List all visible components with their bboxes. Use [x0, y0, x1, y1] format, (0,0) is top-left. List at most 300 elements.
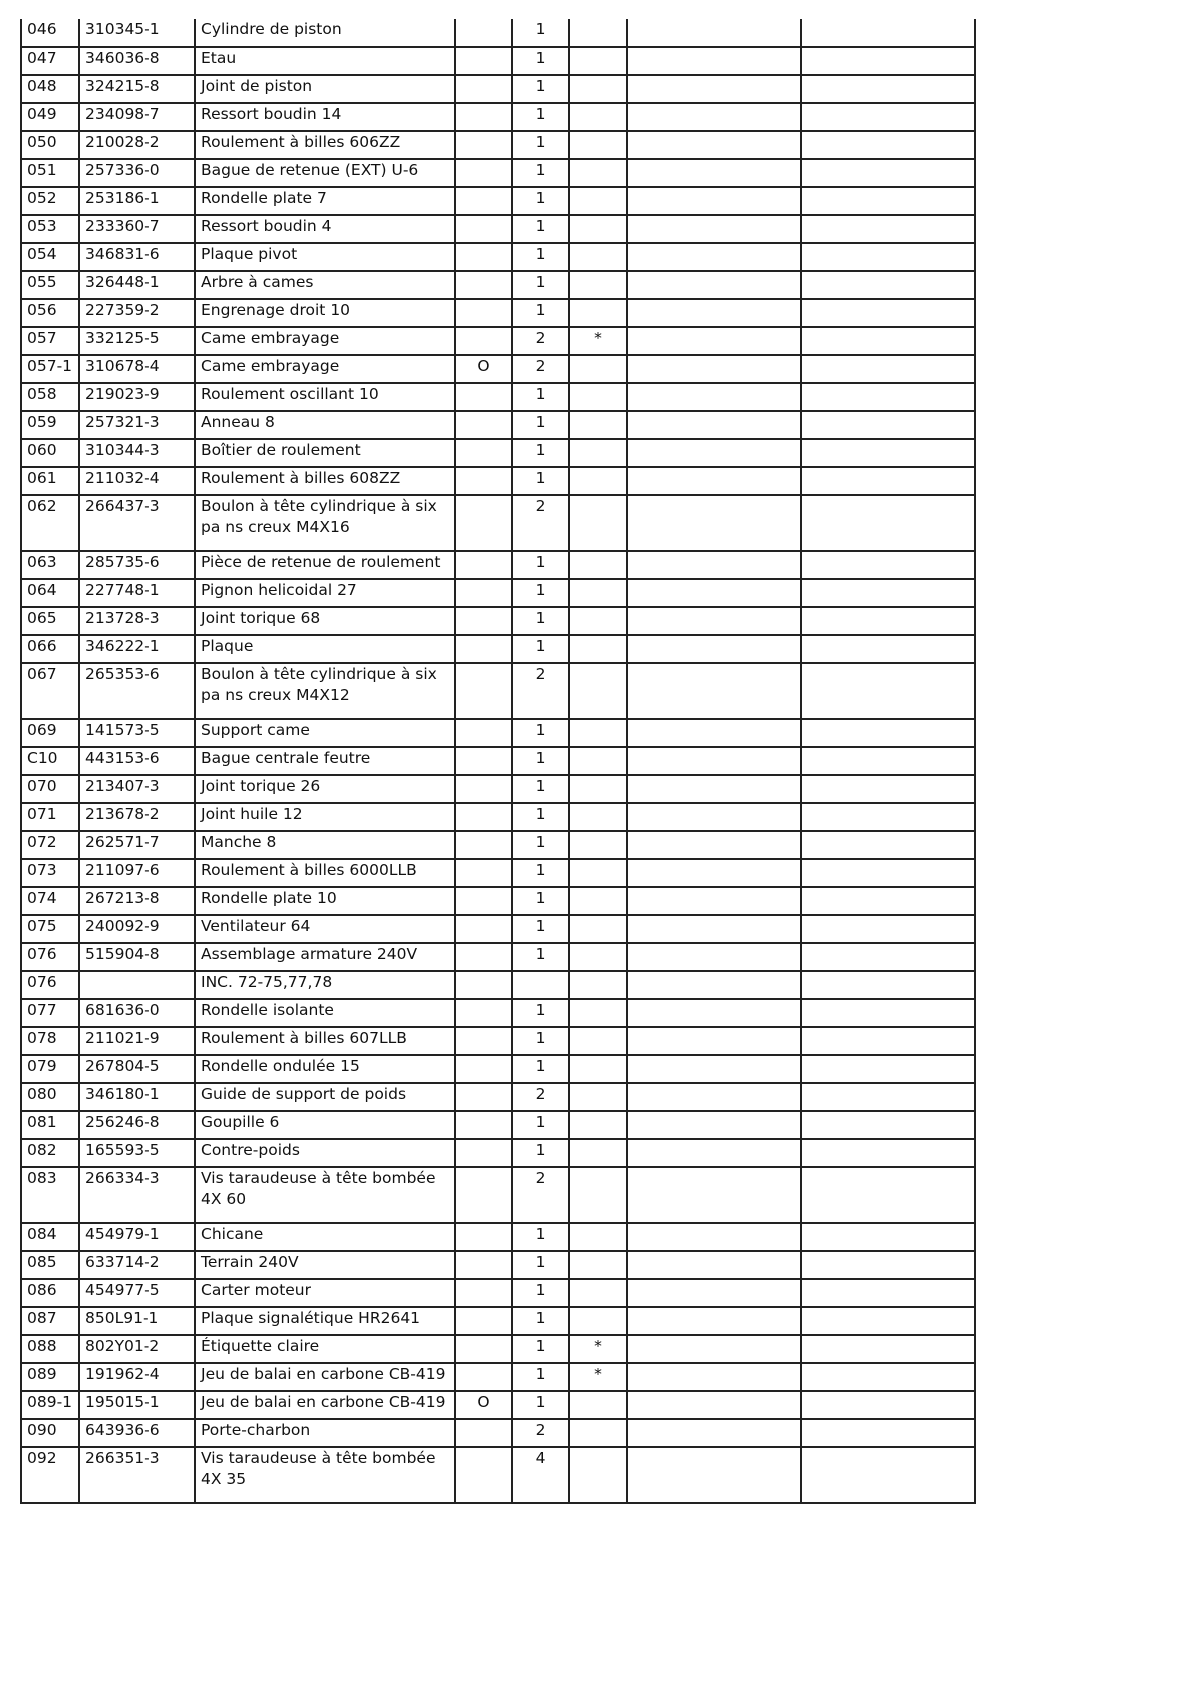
quantity-cell: 4	[512, 1447, 569, 1503]
quantity-cell: 1	[512, 635, 569, 663]
table-row	[21, 467, 975, 495]
empty-cell	[801, 915, 975, 943]
option-cell	[455, 635, 512, 663]
quantity-cell: 1	[512, 1363, 569, 1391]
empty-cell	[801, 831, 975, 859]
item-number-cell: 075	[21, 915, 79, 943]
part-number-cell: 213407-3	[79, 775, 195, 803]
quantity-cell: 1	[512, 187, 569, 215]
quantity-cell: 1	[512, 579, 569, 607]
option-cell	[455, 775, 512, 803]
part-number-cell: 256246-8	[79, 1111, 195, 1139]
empty-cell	[627, 1391, 801, 1419]
empty-cell	[627, 1251, 801, 1279]
part-number-cell: 443153-6	[79, 747, 195, 775]
table-row	[21, 607, 975, 635]
item-number-cell: 089	[21, 1363, 79, 1391]
item-number-cell: 087	[21, 1307, 79, 1335]
quantity-cell: 2	[512, 1419, 569, 1447]
empty-cell	[627, 75, 801, 103]
option-cell: O	[455, 355, 512, 383]
empty-cell	[627, 859, 801, 887]
description-cell: Vis taraudeuse à tête bombée 4X 60	[195, 1167, 455, 1223]
option-cell	[455, 299, 512, 327]
option-cell	[455, 1167, 512, 1223]
part-number-cell: 310345-1	[79, 19, 195, 47]
empty-cell	[627, 131, 801, 159]
part-number-cell: 681636-0	[79, 999, 195, 1027]
note-cell	[569, 355, 627, 383]
empty-cell	[801, 1307, 975, 1335]
item-number-cell: 077	[21, 999, 79, 1027]
note-cell	[569, 1447, 627, 1503]
empty-cell	[627, 579, 801, 607]
quantity-cell: 2	[512, 495, 569, 551]
note-cell	[569, 271, 627, 299]
table-row	[21, 859, 975, 887]
table-row	[21, 999, 975, 1027]
empty-cell	[627, 271, 801, 299]
empty-cell	[627, 411, 801, 439]
option-cell	[455, 103, 512, 131]
note-cell	[569, 943, 627, 971]
note-cell: *	[569, 1335, 627, 1363]
quantity-cell: 2	[512, 1167, 569, 1223]
part-number-cell: 213728-3	[79, 607, 195, 635]
item-number-cell: 078	[21, 1027, 79, 1055]
description-cell: Manche 8	[195, 831, 455, 859]
quantity-cell: 1	[512, 19, 569, 47]
quantity-cell: 1	[512, 803, 569, 831]
empty-cell	[801, 299, 975, 327]
empty-cell	[627, 1055, 801, 1083]
option-cell	[455, 1083, 512, 1111]
description-cell: Anneau 8	[195, 411, 455, 439]
item-number-cell: 072	[21, 831, 79, 859]
empty-cell	[627, 915, 801, 943]
part-number-cell: 211097-6	[79, 859, 195, 887]
empty-cell	[801, 635, 975, 663]
note-cell	[569, 75, 627, 103]
empty-cell	[801, 355, 975, 383]
part-number-cell: 210028-2	[79, 131, 195, 159]
description-cell: Terrain 240V	[195, 1251, 455, 1279]
option-cell: O	[455, 1391, 512, 1419]
option-cell	[455, 551, 512, 579]
note-cell	[569, 103, 627, 131]
option-cell	[455, 467, 512, 495]
note-cell	[569, 887, 627, 915]
quantity-cell: 1	[512, 75, 569, 103]
empty-cell	[627, 635, 801, 663]
quantity-cell: 1	[512, 719, 569, 747]
quantity-cell: 1	[512, 411, 569, 439]
table-row	[21, 327, 975, 355]
option-cell	[455, 439, 512, 467]
part-number-cell: 240092-9	[79, 915, 195, 943]
empty-cell	[801, 887, 975, 915]
empty-cell	[627, 803, 801, 831]
table-row	[21, 635, 975, 663]
empty-cell	[627, 1335, 801, 1363]
table-row	[21, 943, 975, 971]
quantity-cell: 1	[512, 943, 569, 971]
empty-cell	[801, 971, 975, 999]
item-number-cell: 080	[21, 1083, 79, 1111]
note-cell	[569, 19, 627, 47]
empty-cell	[801, 943, 975, 971]
item-number-cell: 058	[21, 383, 79, 411]
option-cell	[455, 719, 512, 747]
description-cell: Rondelle ondulée 15	[195, 1055, 455, 1083]
empty-cell	[801, 1279, 975, 1307]
empty-cell	[627, 1307, 801, 1335]
quantity-cell: 1	[512, 243, 569, 271]
empty-cell	[801, 579, 975, 607]
part-number-cell: 266351-3	[79, 1447, 195, 1503]
empty-cell	[801, 187, 975, 215]
empty-cell	[627, 663, 801, 719]
option-cell	[455, 1447, 512, 1503]
description-cell: Plaque signalétique HR2641	[195, 1307, 455, 1335]
quantity-cell: 1	[512, 1223, 569, 1251]
quantity-cell: 1	[512, 1139, 569, 1167]
option-cell	[455, 1307, 512, 1335]
part-number-cell: 267804-5	[79, 1055, 195, 1083]
table-row	[21, 1251, 975, 1279]
empty-cell	[801, 1111, 975, 1139]
quantity-cell: 2	[512, 663, 569, 719]
table-row	[21, 1223, 975, 1251]
empty-cell	[627, 1027, 801, 1055]
description-cell: Joint huile 12	[195, 803, 455, 831]
quantity-cell: 1	[512, 859, 569, 887]
quantity-cell: 1	[512, 775, 569, 803]
empty-cell	[627, 1139, 801, 1167]
part-number-cell: 285735-6	[79, 551, 195, 579]
table-row	[21, 47, 975, 75]
table-row	[21, 551, 975, 579]
part-number-cell: 454977-5	[79, 1279, 195, 1307]
option-cell	[455, 187, 512, 215]
empty-cell	[801, 1139, 975, 1167]
option-cell	[455, 1139, 512, 1167]
description-cell: Joint torique 68	[195, 607, 455, 635]
item-number-cell: 053	[21, 215, 79, 243]
quantity-cell: 1	[512, 439, 569, 467]
option-cell	[455, 1363, 512, 1391]
quantity-cell: 2	[512, 327, 569, 355]
quantity-cell: 1	[512, 999, 569, 1027]
empty-cell	[627, 719, 801, 747]
part-number-cell: 515904-8	[79, 943, 195, 971]
empty-cell	[801, 495, 975, 551]
quantity-cell: 1	[512, 1307, 569, 1335]
table-row	[21, 775, 975, 803]
item-number-cell: 057-1	[21, 355, 79, 383]
quantity-cell: 1	[512, 1251, 569, 1279]
quantity-cell: 1	[512, 47, 569, 75]
empty-cell	[627, 943, 801, 971]
description-cell: Came embrayage	[195, 327, 455, 355]
description-cell: Bague de retenue (EXT) U-6	[195, 159, 455, 187]
item-number-cell: 052	[21, 187, 79, 215]
description-cell: Jeu de balai en carbone CB-419	[195, 1363, 455, 1391]
description-cell: Roulement à billes 606ZZ	[195, 131, 455, 159]
table-row	[21, 75, 975, 103]
option-cell	[455, 159, 512, 187]
note-cell	[569, 775, 627, 803]
item-number-cell: C10	[21, 747, 79, 775]
description-cell: Plaque	[195, 635, 455, 663]
option-cell	[455, 495, 512, 551]
quantity-cell: 1	[512, 831, 569, 859]
description-cell: Etau	[195, 47, 455, 75]
part-number-cell: 195015-1	[79, 1391, 195, 1419]
item-number-cell: 084	[21, 1223, 79, 1251]
description-cell: Chicane	[195, 1223, 455, 1251]
description-cell: Pièce de retenue de roulement	[195, 551, 455, 579]
part-number-cell: 227359-2	[79, 299, 195, 327]
note-cell	[569, 1167, 627, 1223]
table-row	[21, 159, 975, 187]
item-number-cell: 047	[21, 47, 79, 75]
option-cell	[455, 747, 512, 775]
item-number-cell: 076	[21, 971, 79, 999]
part-number-cell: 346180-1	[79, 1083, 195, 1111]
part-number-cell: 326448-1	[79, 271, 195, 299]
item-number-cell: 092	[21, 1447, 79, 1503]
table-row	[21, 1447, 975, 1503]
option-cell	[455, 1279, 512, 1307]
table-row	[21, 887, 975, 915]
empty-cell	[801, 1391, 975, 1419]
table-row	[21, 1027, 975, 1055]
note-cell	[569, 1111, 627, 1139]
note-cell	[569, 1391, 627, 1419]
quantity-cell: 1	[512, 551, 569, 579]
part-number-cell: 850L91-1	[79, 1307, 195, 1335]
option-cell	[455, 215, 512, 243]
part-number-cell: 262571-7	[79, 831, 195, 859]
option-cell	[455, 47, 512, 75]
option-cell	[455, 1335, 512, 1363]
item-number-cell: 089-1	[21, 1391, 79, 1419]
option-cell	[455, 915, 512, 943]
table-row	[21, 271, 975, 299]
empty-cell	[627, 103, 801, 131]
description-cell: Ventilateur 64	[195, 915, 455, 943]
quantity-cell: 1	[512, 1335, 569, 1363]
item-number-cell: 086	[21, 1279, 79, 1307]
option-cell	[455, 859, 512, 887]
part-number-cell: 265353-6	[79, 663, 195, 719]
part-number-cell: 257336-0	[79, 159, 195, 187]
table-row	[21, 355, 975, 383]
item-number-cell: 063	[21, 551, 79, 579]
empty-cell	[801, 1251, 975, 1279]
description-cell: Jeu de balai en carbone CB-419	[195, 1391, 455, 1419]
description-cell: Rondelle plate 10	[195, 887, 455, 915]
empty-cell	[801, 607, 975, 635]
description-cell: Rondelle plate 7	[195, 187, 455, 215]
item-number-cell: 055	[21, 271, 79, 299]
note-cell	[569, 579, 627, 607]
quantity-cell: 1	[512, 299, 569, 327]
empty-cell	[627, 467, 801, 495]
description-cell: Cylindre de piston	[195, 19, 455, 47]
item-number-cell: 074	[21, 887, 79, 915]
note-cell	[569, 859, 627, 887]
quantity-cell: 1	[512, 1111, 569, 1139]
part-number-cell: 266334-3	[79, 1167, 195, 1223]
description-cell: Ressort boudin 4	[195, 215, 455, 243]
option-cell	[455, 1055, 512, 1083]
empty-cell	[801, 775, 975, 803]
description-cell: Came embrayage	[195, 355, 455, 383]
note-cell: *	[569, 327, 627, 355]
option-cell	[455, 803, 512, 831]
item-number-cell: 059	[21, 411, 79, 439]
quantity-cell: 1	[512, 159, 569, 187]
empty-cell	[627, 1167, 801, 1223]
empty-cell	[801, 19, 975, 47]
option-cell	[455, 943, 512, 971]
note-cell	[569, 1251, 627, 1279]
empty-cell	[627, 1223, 801, 1251]
item-number-cell: 056	[21, 299, 79, 327]
empty-cell	[627, 355, 801, 383]
table-row	[21, 1307, 975, 1335]
part-number-cell: 643936-6	[79, 1419, 195, 1447]
description-cell: Porte-charbon	[195, 1419, 455, 1447]
part-number-cell: 213678-2	[79, 803, 195, 831]
option-cell	[455, 383, 512, 411]
empty-cell	[627, 187, 801, 215]
part-number-cell: 310344-3	[79, 439, 195, 467]
note-cell	[569, 915, 627, 943]
item-number-cell: 064	[21, 579, 79, 607]
note-cell	[569, 607, 627, 635]
option-cell	[455, 607, 512, 635]
note-cell: *	[569, 1363, 627, 1391]
empty-cell	[627, 607, 801, 635]
quantity-cell: 1	[512, 1279, 569, 1307]
item-number-cell: 073	[21, 859, 79, 887]
quantity-cell: 1	[512, 215, 569, 243]
description-cell: Goupille 6	[195, 1111, 455, 1139]
note-cell	[569, 299, 627, 327]
table-row	[21, 131, 975, 159]
part-number-cell: 802Y01-2	[79, 1335, 195, 1363]
item-number-cell: 076	[21, 943, 79, 971]
note-cell	[569, 159, 627, 187]
description-cell: Joint de piston	[195, 75, 455, 103]
parts-table	[20, 19, 976, 1504]
table-row	[21, 579, 975, 607]
part-number-cell: 211021-9	[79, 1027, 195, 1055]
quantity-cell: 1	[512, 747, 569, 775]
empty-cell	[801, 215, 975, 243]
option-cell	[455, 579, 512, 607]
description-cell: Rondelle isolante	[195, 999, 455, 1027]
description-cell: Pignon helicoidal 27	[195, 579, 455, 607]
empty-cell	[801, 75, 975, 103]
option-cell	[455, 831, 512, 859]
empty-cell	[801, 1363, 975, 1391]
empty-cell	[627, 1111, 801, 1139]
quantity-cell: 1	[512, 887, 569, 915]
empty-cell	[627, 299, 801, 327]
note-cell	[569, 551, 627, 579]
empty-cell	[801, 243, 975, 271]
quantity-cell: 1	[512, 1391, 569, 1419]
option-cell	[455, 271, 512, 299]
item-number-cell: 079	[21, 1055, 79, 1083]
empty-cell	[801, 803, 975, 831]
part-number-cell: 191962-4	[79, 1363, 195, 1391]
description-cell: INC. 72-75,77,78	[195, 971, 455, 999]
note-cell	[569, 663, 627, 719]
description-cell: Engrenage droit 10	[195, 299, 455, 327]
empty-cell	[627, 887, 801, 915]
option-cell	[455, 411, 512, 439]
item-number-cell: 049	[21, 103, 79, 131]
empty-cell	[801, 327, 975, 355]
item-number-cell: 060	[21, 439, 79, 467]
table-row	[21, 439, 975, 467]
note-cell	[569, 131, 627, 159]
option-cell	[455, 19, 512, 47]
description-cell: Support came	[195, 719, 455, 747]
table-row	[21, 1167, 975, 1223]
quantity-cell: 1	[512, 383, 569, 411]
option-cell	[455, 887, 512, 915]
part-number-cell: 141573-5	[79, 719, 195, 747]
description-cell: Arbre à cames	[195, 271, 455, 299]
description-cell: Contre-poids	[195, 1139, 455, 1167]
empty-cell	[627, 1447, 801, 1503]
item-number-cell: 067	[21, 663, 79, 719]
table-row	[21, 1083, 975, 1111]
part-number-cell: 346831-6	[79, 243, 195, 271]
quantity-cell: 1	[512, 915, 569, 943]
item-number-cell: 090	[21, 1419, 79, 1447]
part-number-cell: 332125-5	[79, 327, 195, 355]
description-cell: Assemblage armature 240V	[195, 943, 455, 971]
part-number-cell: 633714-2	[79, 1251, 195, 1279]
empty-cell	[627, 159, 801, 187]
item-number-cell: 066	[21, 635, 79, 663]
empty-cell	[627, 551, 801, 579]
item-number-cell: 051	[21, 159, 79, 187]
empty-cell	[801, 1083, 975, 1111]
table-row	[21, 1335, 975, 1363]
item-number-cell: 085	[21, 1251, 79, 1279]
note-cell	[569, 803, 627, 831]
empty-cell	[627, 999, 801, 1027]
empty-cell	[801, 1055, 975, 1083]
note-cell	[569, 1139, 627, 1167]
empty-cell	[801, 1447, 975, 1503]
table-row	[21, 19, 975, 47]
empty-cell	[627, 383, 801, 411]
table-row	[21, 1279, 975, 1307]
empty-cell	[627, 243, 801, 271]
part-number-cell: 257321-3	[79, 411, 195, 439]
description-cell: Carter moteur	[195, 1279, 455, 1307]
option-cell	[455, 999, 512, 1027]
